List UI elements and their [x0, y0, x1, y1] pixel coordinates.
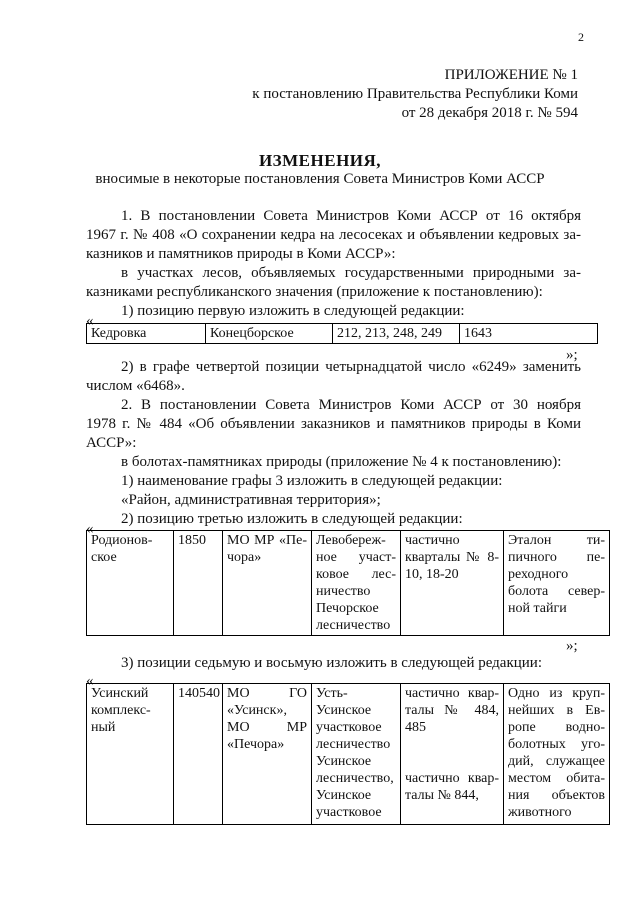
close-quote: »;: [566, 347, 578, 363]
table-cell: 212, 213, 248, 249: [333, 324, 460, 344]
section1-line3: казников и памятников природы в Коми АССР»:: [86, 246, 396, 262]
document-subtitle: вносимые в некоторые постановления Совета Министров Коми АССР: [95, 171, 545, 187]
table-cell: Левобереж-ное участ-ковое лес-ничество Печорское лесничество: [312, 531, 401, 636]
table-rodionovskoe: [86, 530, 610, 636]
table-cell: Конецборское: [206, 324, 333, 344]
table-cell: Одно из круп-нейших в Ев-ропе водно-болотных уго-дий, служащее местом обита-ния объектов животного: [504, 684, 610, 825]
section2-line8: 3) позиции седьмую и восьмую изложить в следующей редакции:: [121, 655, 543, 671]
appendix-reference: к постановлению Правительства Республики Коми: [252, 86, 578, 102]
section2-line5: 1) наименование графы 3 изложить в следующей редакции:: [121, 473, 503, 489]
document-title: ИЗМЕНЕНИЯ,: [258, 151, 382, 170]
section1-item2-line2: числом «6468».: [86, 378, 185, 394]
section2-line2: 1978 г. № 484 «Об объявлении заказников и памятников природы в Коми: [86, 416, 581, 432]
section1-line2: 1967 г. № 408 «О сохранении кедра на лесосеках и объявлении кедровых за-: [86, 227, 581, 243]
table-cell: [401, 684, 504, 825]
section2-line4: в болотах-памятниках природы (приложение № 4 к постановлению):: [121, 454, 562, 470]
table-row: [87, 324, 598, 344]
section1-line1: 1. В постановлении Совета Министров Коми АССР от 16 октября: [121, 208, 581, 224]
section1-item2-line1: 2) в графе четвертой позиции четырнадцатой число «6249» заменить: [121, 359, 581, 375]
table-row: [87, 531, 610, 636]
section1-line6: 1) позицию первую изложить в следующей редакции:: [121, 303, 465, 319]
section1-line4: в участках лесов, объявляемых государственными природными за-: [121, 265, 581, 281]
open-quote: «: [86, 673, 94, 689]
quarters-part1: частично квар-талы № 484, 485: [405, 686, 499, 735]
section2-line6: «Район, административная территория»;: [121, 492, 381, 508]
open-quote: «: [86, 313, 94, 329]
table-cell: частично кварталы № 8-10, 18-20: [401, 531, 504, 636]
section2-line7: 2) позицию третью изложить в следующей редакции:: [121, 511, 463, 527]
table-cell: МО МР «Пе-чора»: [223, 531, 312, 636]
section1-line5: казниками республиканского значения (приложение к постановлению):: [86, 284, 543, 300]
table-cell: Усинский комплекс-ный: [87, 684, 174, 825]
section2-line3: АССР»:: [86, 435, 137, 451]
section2-line1: 2. В постановлении Совета Министров Коми АССР от 30 ноября: [121, 397, 581, 413]
page-number: 2: [578, 30, 584, 44]
appendix-date: от 28 декабря 2018 г. № 594: [401, 105, 578, 121]
table-cell: Усть-Усинское участковое лесничество Усинское лесничество, Усинское участковое: [312, 684, 401, 825]
table-row: [87, 684, 610, 825]
table-usinsky: [86, 683, 610, 825]
close-quote: »;: [566, 638, 578, 654]
appendix-title: ПРИЛОЖЕНИЕ № 1: [444, 67, 578, 83]
quarters-part2: частично квар-талы № 844,: [405, 771, 499, 803]
table-cell: 1643: [460, 324, 598, 344]
table-cell: Кедровка: [87, 324, 206, 344]
table-cell: Эталон ти-пичного пе-реходного болота север-ной тайги: [504, 531, 610, 636]
table-kedrovka: [86, 323, 598, 344]
open-quote: «: [86, 521, 94, 537]
table-cell: МО ГО «Усинск», МО МР «Печора»: [223, 684, 312, 825]
table-cell: Родионов-ское: [87, 531, 174, 636]
table-cell: 1850: [174, 531, 223, 636]
table-cell: 140540: [174, 684, 223, 825]
